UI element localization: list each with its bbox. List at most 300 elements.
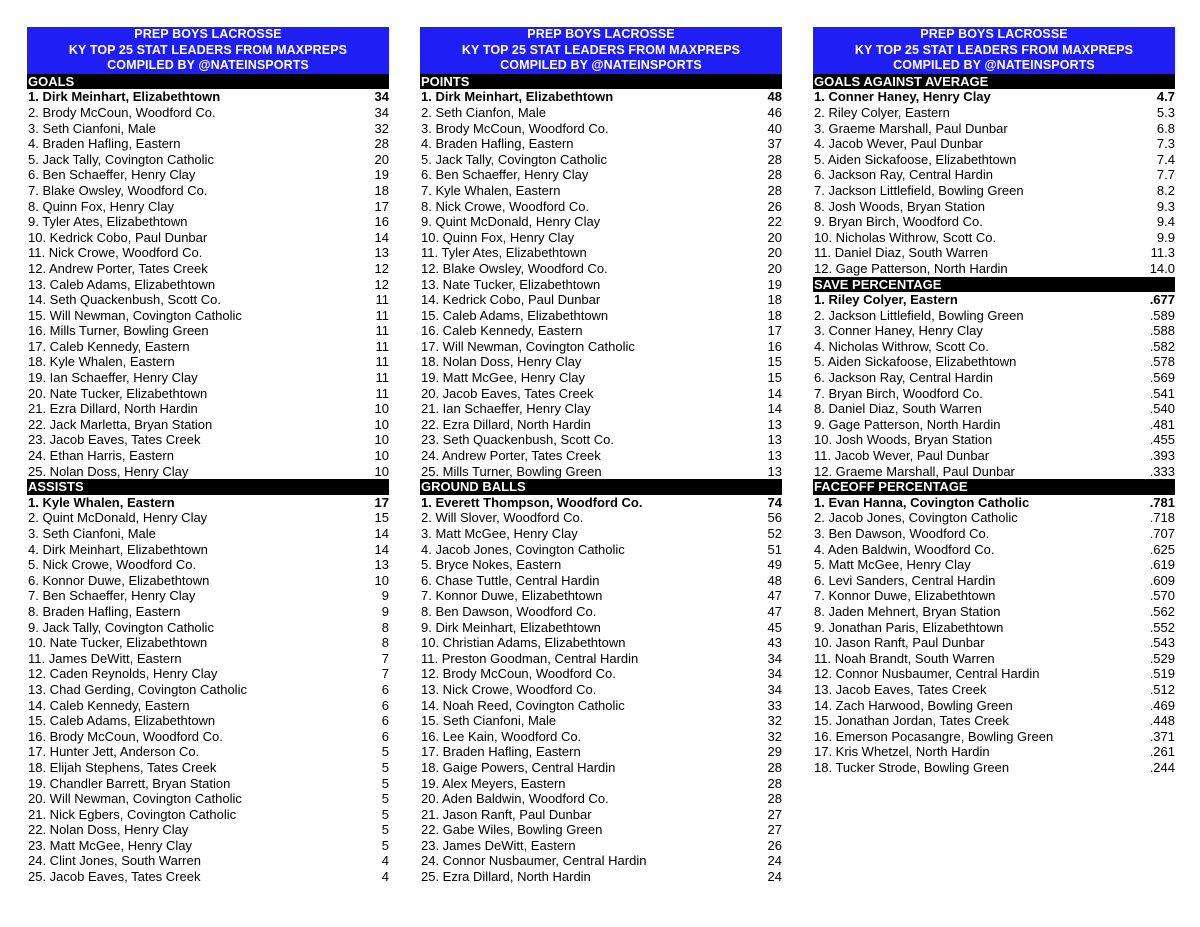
stat-row xyxy=(813,510,1175,526)
stat-row xyxy=(813,167,1175,183)
stat-row xyxy=(27,713,389,729)
stat-value: 10 xyxy=(374,401,389,417)
stat-row xyxy=(420,417,782,433)
title-line: KY TOP 25 STAT LEADERS FROM MAXPREPS xyxy=(854,42,1134,57)
stat-row xyxy=(813,682,1175,698)
player-name: 2. Jackson Littlefield, Bowling Green xyxy=(814,307,1024,323)
player-name: 7. Ben Schaeffer, Henry Clay xyxy=(28,588,196,604)
player-name: 6. Konnor Duwe, Elizabethtown xyxy=(28,572,210,588)
stat-value: 40 xyxy=(767,120,782,136)
stat-row xyxy=(813,713,1175,729)
player-name: 10. Nate Tucker, Elizabethtown xyxy=(28,635,208,651)
stat-row xyxy=(813,89,1175,105)
player-name: 21. Ian Schaeffer, Henry Clay xyxy=(421,401,591,417)
player-name: 3. Brody McCoun, Woodford Co. xyxy=(421,120,609,136)
player-name: 5. Jack Tally, Covington Catholic xyxy=(28,151,214,167)
stat-row xyxy=(420,729,782,745)
stat-row xyxy=(813,136,1175,152)
player-name: 6. Levi Sanders, Central Hardin xyxy=(814,572,996,588)
stat-value: .625 xyxy=(1149,541,1175,557)
player-name: 5. Bryce Nokes, Eastern xyxy=(421,557,562,573)
stat-row xyxy=(813,292,1175,308)
player-name: 1. Kyle Whalen, Eastern xyxy=(28,494,175,510)
player-name: 3. Matt McGee, Henry Clay xyxy=(421,526,578,541)
stat-row xyxy=(27,167,389,183)
stat-value: 16 xyxy=(767,338,782,354)
player-name: 15. Caleb Adams, Elizabethtown xyxy=(421,307,609,323)
stat-value: .589 xyxy=(1149,307,1175,323)
stat-value: 7 xyxy=(381,650,389,666)
stat-value: 47 xyxy=(767,603,782,619)
stat-value: 14 xyxy=(767,401,782,417)
stat-value: 7.3 xyxy=(1156,136,1175,152)
stat-row xyxy=(27,199,389,215)
stat-row xyxy=(27,417,389,433)
player-name: 1. Everett Thompson, Woodford Co. xyxy=(421,494,643,510)
stat-row xyxy=(813,401,1175,417)
section-header: GROUND BALLS xyxy=(420,479,782,495)
stat-value: 14.0 xyxy=(1149,260,1175,276)
player-name: 4. Aden Baldwin, Woodford Co. xyxy=(814,541,995,557)
player-name: 24. Clint Jones, South Warren xyxy=(28,853,201,869)
stat-value: 7.4 xyxy=(1156,151,1175,167)
player-name: 8. Daniel Diaz, South Warren xyxy=(814,401,982,417)
stat-row xyxy=(813,464,1175,480)
player-name: 4. Jacob Jones, Covington Catholic xyxy=(421,541,625,557)
player-name: 4. Dirk Meinhart, Elizabethtown xyxy=(28,541,208,557)
stat-row xyxy=(27,89,389,105)
stat-row xyxy=(420,230,782,246)
stat-row xyxy=(420,323,782,339)
stat-row xyxy=(813,666,1175,682)
stat-value: 13 xyxy=(767,463,782,479)
stat-value: 14 xyxy=(374,526,389,541)
player-name: 9. Dirk Meinhart, Elizabethtown xyxy=(421,619,601,635)
stat-row xyxy=(27,323,389,339)
stat-value: 56 xyxy=(767,510,782,526)
player-name: 13. Jacob Eaves, Tates Creek xyxy=(814,681,987,697)
stat-row xyxy=(420,199,782,215)
player-name: 11. Jacob Wever, Paul Dunbar xyxy=(814,448,990,464)
stat-row xyxy=(27,698,389,714)
stat-value: 14 xyxy=(374,541,389,557)
stat-row xyxy=(813,323,1175,339)
stat-row xyxy=(27,214,389,230)
stat-row xyxy=(27,230,389,246)
stat-value: .333 xyxy=(1149,463,1175,479)
stat-row xyxy=(420,588,782,604)
player-name: 18. Tucker Strode, Bowling Green xyxy=(814,759,1010,775)
stat-row xyxy=(420,495,782,511)
stat-value: 48 xyxy=(767,89,782,105)
player-name: 14. Noah Reed, Covington Catholic xyxy=(421,697,625,713)
stat-value: 18 xyxy=(767,292,782,308)
stat-value: .552 xyxy=(1149,619,1175,635)
title-line: COMPILED BY @NATEINSPORTS xyxy=(500,58,702,73)
stat-value: 16 xyxy=(374,214,389,230)
stat-value: 22 xyxy=(767,214,782,230)
stat-value: 10 xyxy=(374,448,389,464)
player-name: 1. Riley Colyer, Eastern xyxy=(814,292,958,308)
stat-row xyxy=(27,401,389,417)
stat-row xyxy=(420,152,782,168)
stat-value: 26 xyxy=(767,198,782,214)
player-name: 5. Matt McGee, Henry Clay xyxy=(814,557,971,573)
player-name: 24. Connor Nusbaumer, Central Hardin xyxy=(421,853,647,869)
stat-value: .512 xyxy=(1149,681,1175,697)
stat-value: .244 xyxy=(1149,759,1175,775)
stat-value: 20 xyxy=(767,260,782,276)
stat-value: 51 xyxy=(767,541,782,557)
stat-row xyxy=(27,776,389,792)
player-name: 16. Lee Kain, Woodford Co. xyxy=(421,728,582,744)
stat-row xyxy=(813,354,1175,370)
stat-row xyxy=(813,261,1175,277)
stat-row xyxy=(813,744,1175,760)
stat-value: .562 xyxy=(1149,603,1175,619)
stat-row xyxy=(420,432,782,448)
player-name: 15. Will Newman, Covington Catholic xyxy=(28,307,242,323)
section-header: GOALS AGAINST AVERAGE xyxy=(813,74,1175,90)
player-name: 4. Nicholas Withrow, Scott Co. xyxy=(814,338,989,354)
player-name: 18. Elijah Stephens, Tates Creek xyxy=(28,759,217,775)
stat-value: .707 xyxy=(1149,526,1175,541)
player-name: 1. Dirk Meinhart, Elizabethtown xyxy=(28,89,221,105)
player-name: 22. Jack Marletta, Bryan Station xyxy=(28,416,213,432)
stat-row xyxy=(420,666,782,682)
stat-row xyxy=(27,370,389,386)
stat-value: 17 xyxy=(767,323,782,339)
stat-value: 17 xyxy=(374,494,389,510)
stat-value: 28 xyxy=(767,151,782,167)
stat-value: .609 xyxy=(1149,572,1175,588)
stat-row xyxy=(813,432,1175,448)
stat-value: .619 xyxy=(1149,557,1175,573)
section-header: FACEOFF PERCENTAGE xyxy=(813,479,1175,495)
stat-value: .570 xyxy=(1149,588,1175,604)
stat-row xyxy=(27,635,389,651)
stat-row xyxy=(813,651,1175,667)
player-name: 17. Braden Hafling, Eastern xyxy=(421,744,581,760)
stat-row xyxy=(813,760,1175,776)
player-name: 12. Brody McCoun, Woodford Co. xyxy=(421,666,616,682)
player-name: 8. Ben Dawson, Woodford Co. xyxy=(421,603,597,619)
player-name: 4. Braden Hafling, Eastern xyxy=(421,136,574,152)
stat-row xyxy=(420,760,782,776)
stat-value: 32 xyxy=(767,728,782,744)
player-name: 5. Aiden Sickafoose, Elizabethtown xyxy=(814,354,1017,370)
stat-row xyxy=(813,495,1175,511)
stat-row xyxy=(420,822,782,838)
title-line: KY TOP 25 STAT LEADERS FROM MAXPREPS xyxy=(461,42,741,57)
stat-row xyxy=(27,261,389,277)
stat-value: 10 xyxy=(374,463,389,479)
stat-row xyxy=(27,651,389,667)
stat-row xyxy=(27,791,389,807)
stat-value: 10 xyxy=(374,572,389,588)
stat-row xyxy=(27,838,389,854)
stat-row xyxy=(420,542,782,558)
stat-value: 20 xyxy=(767,245,782,261)
stat-value: 33 xyxy=(767,697,782,713)
stat-row xyxy=(27,432,389,448)
player-name: 22. Nolan Doss, Henry Clay xyxy=(28,822,189,838)
stat-value: 28 xyxy=(767,759,782,775)
player-name: 11. Preston Goodman, Central Hardin xyxy=(421,650,639,666)
stat-row xyxy=(27,853,389,869)
stat-row xyxy=(813,214,1175,230)
stat-row xyxy=(27,339,389,355)
stat-row xyxy=(813,573,1175,589)
stats-column-middle xyxy=(420,27,782,885)
stat-row xyxy=(420,136,782,152)
stat-value: 28 xyxy=(374,136,389,152)
player-name: 7. Konnor Duwe, Elizabethtown xyxy=(814,588,996,604)
stat-value: 13 xyxy=(767,448,782,464)
player-name: 15. Caleb Adams, Elizabethtown xyxy=(28,713,216,729)
stat-row xyxy=(420,464,782,480)
player-name: 9. Tyler Ates, Elizabethtown xyxy=(28,214,188,230)
stat-value: 10 xyxy=(374,416,389,432)
stat-value: 11 xyxy=(375,307,389,323)
stat-value: .718 xyxy=(1149,510,1175,526)
title-line: COMPILED BY @NATEINSPORTS xyxy=(107,58,309,73)
stat-row xyxy=(420,853,782,869)
player-name: 3. Seth Cianfoni, Male xyxy=(28,120,156,136)
stat-row xyxy=(27,682,389,698)
player-name: 12. Gage Patterson, North Hardin xyxy=(814,260,1008,276)
stat-value: 10 xyxy=(374,432,389,448)
title-line: PREP BOYS LACROSSE xyxy=(920,27,1068,41)
stat-value: 19 xyxy=(374,167,389,183)
stat-value: .371 xyxy=(1149,728,1175,744)
stat-value: 9.3 xyxy=(1156,198,1175,214)
player-name: 21. Nick Egbers, Covington Catholic xyxy=(28,806,237,822)
stat-value: 11 xyxy=(375,292,389,308)
stat-value: .578 xyxy=(1149,354,1175,370)
player-name: 6. Jackson Ray, Central Hardin xyxy=(814,167,993,183)
stat-value: 6 xyxy=(381,713,389,729)
player-name: 11. Noah Brandt, South Warren xyxy=(814,650,995,666)
stat-value: 11 xyxy=(375,338,389,354)
stat-value: 74 xyxy=(767,494,782,510)
player-name: 18. Kyle Whalen, Eastern xyxy=(28,354,175,370)
player-name: 2. Jacob Jones, Covington Catholic xyxy=(814,510,1018,526)
player-name: 21. Jason Ranft, Paul Dunbar xyxy=(421,806,592,822)
player-name: 16. Caleb Kennedy, Eastern xyxy=(421,323,583,339)
player-name: 16. Mills Turner, Bowling Green xyxy=(28,323,209,339)
player-name: 16. Emerson Pocasangre, Bowling Green xyxy=(814,728,1054,744)
player-name: 17. Kris Whetzel, North Hardin xyxy=(814,744,990,760)
stat-value: 6 xyxy=(381,697,389,713)
stat-row xyxy=(27,869,389,885)
stat-row xyxy=(420,339,782,355)
stat-row xyxy=(27,105,389,121)
stat-row xyxy=(27,526,389,542)
stat-row xyxy=(813,604,1175,620)
player-name: 7. Konnor Duwe, Elizabethtown xyxy=(421,588,603,604)
stat-value: 6.8 xyxy=(1156,120,1175,136)
stat-value: 5 xyxy=(381,775,389,791)
player-name: 23. Jacob Eaves, Tates Creek xyxy=(28,432,201,448)
stat-row xyxy=(420,791,782,807)
player-name: 12. Connor Nusbaumer, Central Hardin xyxy=(814,666,1040,682)
player-name: 19. Chandler Barrett, Bryan Station xyxy=(28,775,231,791)
player-name: 18. Gaige Powers, Central Hardin xyxy=(421,759,616,775)
stat-value: .469 xyxy=(1149,697,1175,713)
player-name: 16. Brody McCoun, Woodford Co. xyxy=(28,728,223,744)
stat-row xyxy=(813,339,1175,355)
stat-row xyxy=(27,744,389,760)
stat-value: 13 xyxy=(374,557,389,573)
player-name: 22. Gabe Wiles, Bowling Green xyxy=(421,822,603,838)
stat-row xyxy=(813,230,1175,246)
stat-row xyxy=(27,822,389,838)
section-header: POINTS xyxy=(420,74,782,90)
stat-value: .529 xyxy=(1149,650,1175,666)
player-name: 8. Nick Crowe, Woodford Co. xyxy=(421,198,590,214)
player-name: 6. Jackson Ray, Central Hardin xyxy=(814,370,993,386)
stat-value: 15 xyxy=(767,354,782,370)
section-header: SAVE PERCENTAGE xyxy=(813,277,1175,293)
stat-value: .519 xyxy=(1149,666,1175,682)
player-name: 9. Bryan Birch, Woodford Co. xyxy=(814,214,983,230)
stat-row xyxy=(420,620,782,636)
stat-value: 49 xyxy=(767,557,782,573)
stat-row xyxy=(420,713,782,729)
stat-value: 28 xyxy=(767,182,782,198)
stat-row xyxy=(420,245,782,261)
player-name: 8. Braden Hafling, Eastern xyxy=(28,603,181,619)
stat-row xyxy=(27,495,389,511)
stat-row xyxy=(27,510,389,526)
stat-value: 6 xyxy=(381,681,389,697)
stat-row xyxy=(27,277,389,293)
stat-value: 5 xyxy=(381,806,389,822)
stat-row xyxy=(420,370,782,386)
stat-value: 32 xyxy=(767,713,782,729)
stat-value: .541 xyxy=(1149,385,1175,401)
stat-row xyxy=(813,557,1175,573)
player-name: 10. Quinn Fox, Henry Clay xyxy=(421,229,575,245)
stat-row xyxy=(420,682,782,698)
stat-value: .261 xyxy=(1149,744,1175,760)
stat-value: 19 xyxy=(767,276,782,292)
stat-value: 34 xyxy=(767,681,782,697)
stat-row xyxy=(27,448,389,464)
player-name: 12. Andrew Porter, Tates Creek xyxy=(28,260,208,276)
stat-value: 9.4 xyxy=(1156,214,1175,230)
stat-row xyxy=(813,542,1175,558)
stat-row xyxy=(813,105,1175,121)
player-name: 2. Seth Cianfon, Male xyxy=(421,104,547,120)
stat-row xyxy=(420,510,782,526)
stat-value: 34 xyxy=(767,666,782,682)
player-name: 7. Jackson Littlefield, Bowling Green xyxy=(814,182,1024,198)
stat-value: 13 xyxy=(374,245,389,261)
player-name: 24. Ethan Harris, Eastern xyxy=(28,448,174,464)
stat-value: 18 xyxy=(374,182,389,198)
stat-row xyxy=(27,354,389,370)
stat-value: 4.7 xyxy=(1156,89,1175,105)
stat-row xyxy=(813,417,1175,433)
player-name: 14. Seth Quackenbush, Scott Co. xyxy=(28,292,221,308)
player-name: 6. Ben Schaeffer, Henry Clay xyxy=(421,167,589,183)
stat-value: 20 xyxy=(767,229,782,245)
player-name: 6. Ben Schaeffer, Henry Clay xyxy=(28,167,196,183)
stat-value: 20 xyxy=(374,151,389,167)
player-name: 14. Caleb Kennedy, Eastern xyxy=(28,697,190,713)
stat-row xyxy=(420,744,782,760)
stat-value: 17 xyxy=(374,198,389,214)
stat-row xyxy=(420,526,782,542)
stat-value: 18 xyxy=(767,307,782,323)
stat-value: 5 xyxy=(381,822,389,838)
stats-column-right xyxy=(813,27,1175,776)
player-name: 20. Nate Tucker, Elizabethtown xyxy=(28,385,208,401)
stat-value: 37 xyxy=(767,136,782,152)
player-name: 23. Matt McGee, Henry Clay xyxy=(28,837,192,853)
stat-value: 24 xyxy=(767,869,782,885)
stat-value: 9 xyxy=(381,603,389,619)
stat-value: .588 xyxy=(1149,323,1175,339)
stat-value: .781 xyxy=(1149,494,1175,510)
player-name: 2. Will Slover, Woodford Co. xyxy=(421,510,584,526)
stat-value: 5 xyxy=(381,744,389,760)
player-name: 9. Quint McDonald, Henry Clay xyxy=(421,214,601,230)
stat-row xyxy=(27,152,389,168)
stat-value: 5 xyxy=(381,837,389,853)
player-name: 14. Kedrick Cobo, Paul Dunbar xyxy=(421,292,601,308)
stat-row xyxy=(813,152,1175,168)
stat-value: 13 xyxy=(767,432,782,448)
stat-row xyxy=(813,620,1175,636)
stat-value: .569 xyxy=(1149,370,1175,386)
player-name: 10. Kedrick Cobo, Paul Dunbar xyxy=(28,229,208,245)
title-banner xyxy=(420,27,782,74)
stat-value: .582 xyxy=(1149,338,1175,354)
player-name: 9. Jack Tally, Covington Catholic xyxy=(28,619,214,635)
section-header: ASSISTS xyxy=(27,479,389,495)
title-line: KY TOP 25 STAT LEADERS FROM MAXPREPS xyxy=(68,42,348,57)
player-name: 3. Conner Haney, Henry Clay xyxy=(814,323,983,339)
stat-value: 48 xyxy=(767,572,782,588)
stat-row xyxy=(27,573,389,589)
stat-row xyxy=(420,277,782,293)
stat-value: 46 xyxy=(767,104,782,120)
stat-value: 28 xyxy=(767,791,782,807)
stat-row xyxy=(813,526,1175,542)
stat-value: 27 xyxy=(767,822,782,838)
player-name: 11. Daniel Diaz, South Warren xyxy=(814,245,989,261)
stat-row xyxy=(27,183,389,199)
stat-row xyxy=(27,666,389,682)
stat-row xyxy=(813,308,1175,324)
stat-row xyxy=(420,105,782,121)
stat-row xyxy=(813,370,1175,386)
stat-value: 27 xyxy=(767,806,782,822)
stat-row xyxy=(420,401,782,417)
stat-value: .543 xyxy=(1149,635,1175,651)
stat-value: 4 xyxy=(381,869,389,885)
stat-row xyxy=(27,760,389,776)
stat-value: 5.3 xyxy=(1156,104,1175,120)
stat-value: 5 xyxy=(381,791,389,807)
player-name: 5. Aiden Sickafoose, Elizabethtown xyxy=(814,151,1017,167)
player-name: 9. Jonathan Paris, Elizabethtown xyxy=(814,619,1004,635)
title-line: PREP BOYS LACROSSE xyxy=(527,27,675,41)
stat-value: 34 xyxy=(374,89,389,105)
